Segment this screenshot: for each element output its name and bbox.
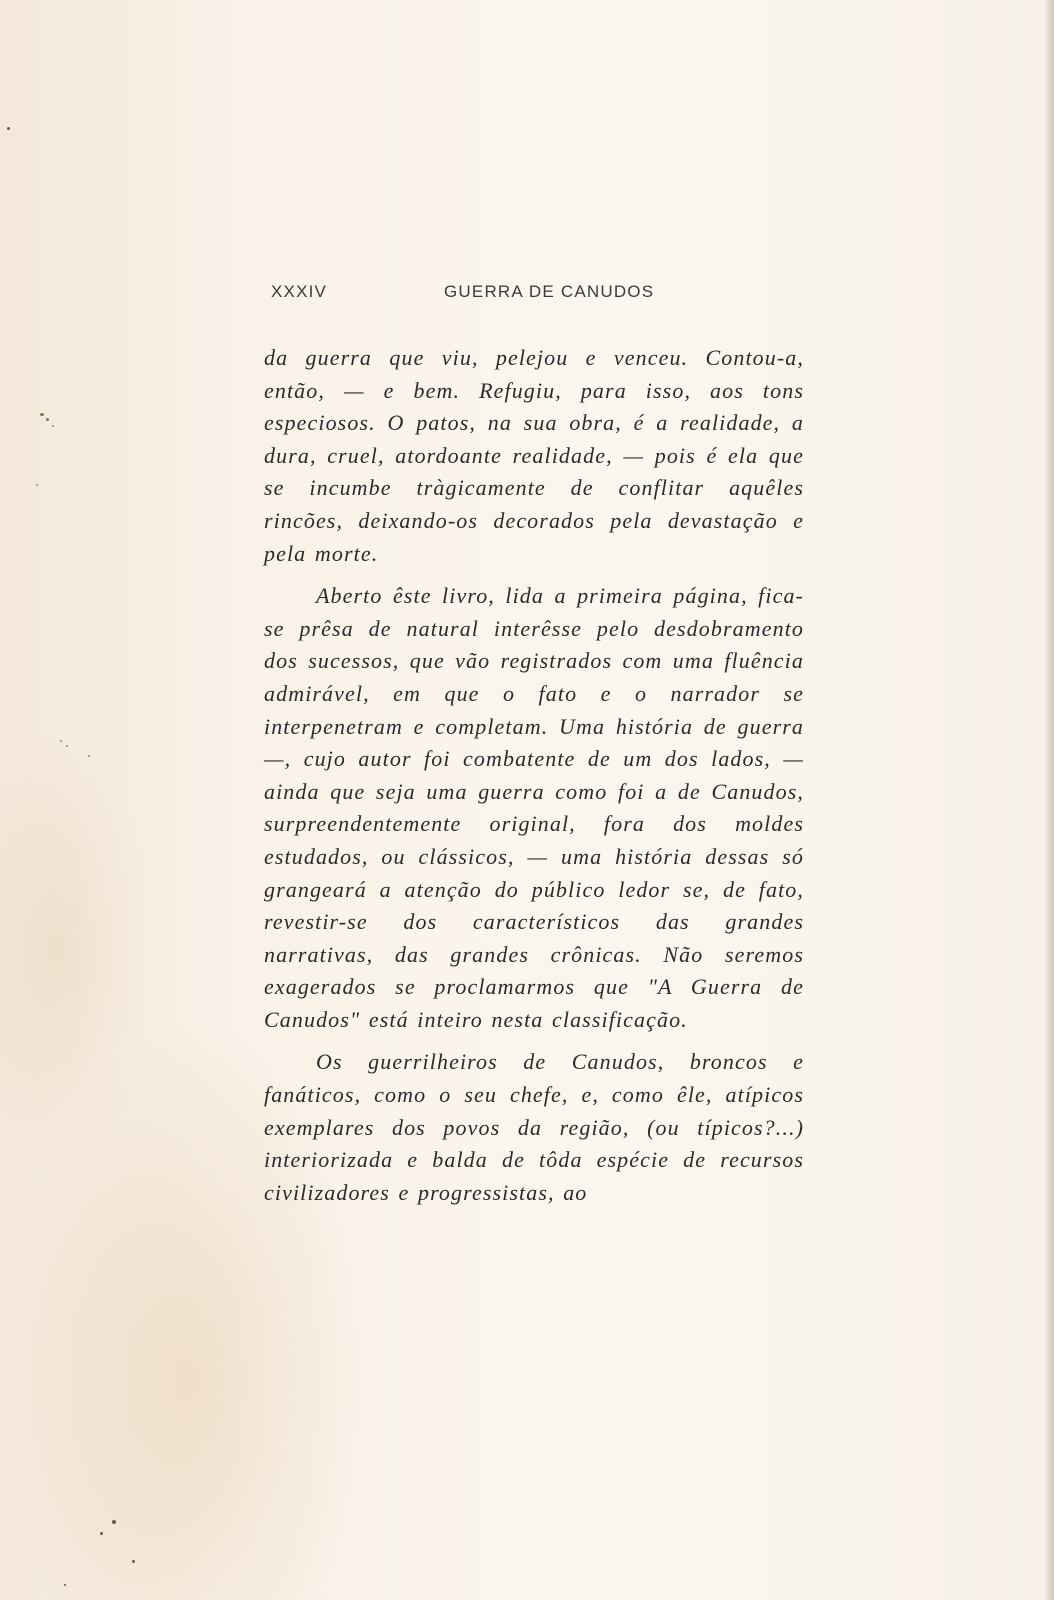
paragraph-1: da guerra que viu, pelejou e venceu. Contou-a, então, — e bem. Refugiu, para isso, aos tons especiosos. O patos, na sua obra, é a realidade, a dura, cruel, atordoante realidade, — pois é ela que se incumbe tràgicamente de conflitar aquêles rincões, deixando-os decorados pela devastação e pela morte. xyxy=(264,345,804,566)
paper-specks xyxy=(0,0,200,1600)
running-title: GUERRA DE CANUDOS xyxy=(444,282,655,301)
page-number: XXXIV xyxy=(271,282,328,301)
body-text xyxy=(264,342,804,1219)
paragraph-2: Aberto êste livro, lida a primeira página, fica-se prêsa de natural interêsse pelo desdobramento dos sucessos, que vão registrados com uma fluência admirável, em que o fato e o narrador se interpenetram e completam. Uma história de guerra —, cujo autor foi combatente de um dos lados, — ainda que seja uma guerra como foi a de Canudos, surpreendentemente original, fora dos moldes estudados, ou clássicos, — uma história dessas só grangeará a atenção do público ledor se, de fato, revestir-se dos característicos das grandes narrativas, das grandes crônicas. Não seremos exagerados se proclamarmos que "A Guerra de Canudos" está inteiro nesta classificação. xyxy=(264,583,804,1032)
paragraph-3: Os guerrilheiros de Canudos, broncos e fanáticos, como o seu chefe, e, como êle, atípicos exemplares dos povos da região, (ou típicos?...) interiorizada e balda de tôda espécie de recursos civilizadores e progressistas, ao xyxy=(264,1049,804,1205)
page-header xyxy=(271,282,811,306)
page-edge-shadow xyxy=(1044,0,1054,1600)
